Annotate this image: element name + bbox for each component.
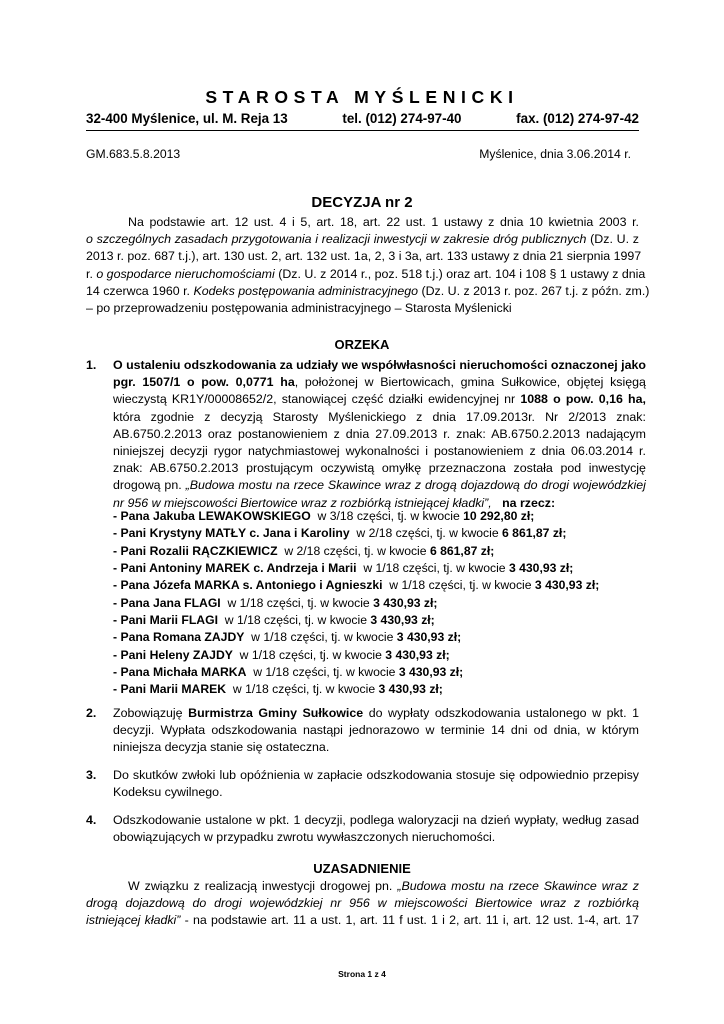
beneficiary-row — [113, 577, 639, 594]
address-line — [86, 110, 639, 131]
text: W związku z realizacją inwestycji drogowej pn. — [128, 879, 393, 893]
text: która zgodnie z decyzją Starosty Myślenickiego z dnia 17.09.2013r. Nr 2/2013 znak: — [113, 409, 646, 424]
beneficiary-row — [113, 612, 639, 629]
legal-basis-paragraph — [86, 214, 650, 317]
investment-name: drogą dojazdową do drogi wojewódzkiej nr 956 w miejscowości Biertowice wraz z rozbiórką — [86, 896, 639, 911]
fax: fax. (012) 274-97-42 — [516, 111, 639, 126]
beneficiary-row — [113, 681, 639, 698]
item-line — [113, 477, 646, 494]
text: (Dz. U. z — [590, 232, 639, 247]
text: – po przeprowadzeniu postępowania administracyjnego – Starosta Myślenicki — [86, 300, 512, 315]
text: AB.6750.2.2013 oraz postanowieniem z dnia 27.09.2013 r. znak: AB.6750.2.2013 nadającym — [113, 426, 646, 441]
text: drogową pn. — [113, 478, 182, 493]
item-line — [113, 705, 639, 722]
item-number: 3. — [86, 768, 97, 782]
item-line — [113, 391, 646, 408]
beneficiary-name: - Pana Michała MARKA — [113, 665, 247, 680]
legal-basis-line — [86, 300, 639, 317]
justification-heading: UZASADNIENIE — [313, 861, 411, 876]
text: Na podstawie art. 12 ust. 4 i 5, art. 18, art. 22 ust. 1 ustawy z dnia 10 kwietnia 2003 r. — [128, 215, 639, 229]
beneficiary-name: - Pana Jakuba LEWAKOWSKIEGO — [113, 509, 311, 523]
share-fraction: w 1/18 części, tj. w kwocie — [227, 595, 370, 610]
share-fraction: w 3/18 części, tj. w kwocie — [317, 509, 460, 523]
beneficiary-name: - Pana Romana ZAJDY — [113, 630, 245, 645]
share-fraction: w 1/18 części, tj. w kwocie — [253, 665, 396, 680]
item-line — [113, 357, 646, 374]
investment-name: nr 956 w miejscowości Biertowice wraz z rozbiórką istniejącej kładki”, — [113, 495, 492, 510]
item-line — [113, 829, 639, 846]
justification-line — [86, 895, 639, 912]
act-title: o szczególnych zasadach przygotowania i realizacji inwestycji w zakresie dróg publicznych — [86, 232, 587, 247]
case-reference: GM.683.5.8.2013 — [86, 147, 181, 161]
share-amount: 3 430,93 zł; — [508, 561, 574, 576]
item-line — [113, 460, 646, 477]
share-amount: 6 861,87 zł; — [429, 543, 495, 558]
item-body — [113, 812, 639, 846]
beneficiary-row — [113, 525, 639, 542]
act-title: o gospodarce nieruchomościami — [96, 266, 275, 281]
share-amount: 10 292,80 zł; — [463, 509, 535, 523]
text: 2013 r. poz. 687 t.j.), art. 130 ust. 2, art. 132 ust. 1a, 2, 3 i 3a, art. 133 ustawy z dnia 21 sierpnia 1997 — [86, 249, 642, 264]
item-number: 2. — [86, 706, 97, 720]
share-fraction: w 2/18 części, tj. w kwocie — [284, 543, 427, 558]
beneficiary-name: - Pana Józefa MARKA s. Antoniego i Agnieszki — [113, 578, 383, 593]
beneficiary-row — [113, 647, 639, 664]
beneficiary-row — [113, 664, 639, 681]
text: , położonej w Biertowicach, gmina Sułkowice, objętej księgą — [294, 375, 646, 390]
item-body — [113, 767, 639, 801]
item-line — [113, 374, 646, 391]
share-amount: 3 430,93 zł; — [370, 613, 435, 628]
legal-basis-line — [86, 231, 639, 248]
act-title: Kodeks postępowania administracyjnego — [193, 283, 419, 298]
plot: 1088 o pow. 0,16 ha, — [520, 392, 646, 407]
share-amount: 6 861,87 zł; — [502, 526, 567, 541]
text: do wypłaty odszkodowania ustalonego w pkt. 1 — [368, 706, 639, 720]
share-fraction: w 2/18 części, tj. w kwocie — [356, 526, 499, 541]
item-body — [113, 357, 646, 512]
ruling-heading: ORZEKA — [334, 337, 390, 352]
text: Kodeksu cywilnego. — [113, 785, 223, 800]
text: niniejszej decyzji rygor natychmiastowej wykonalności i postanowieniem z dnia 06.03.2014 r. — [113, 443, 646, 458]
investment-name: istniejącej kładki” — [86, 913, 181, 928]
telephone: tel. (012) 274-97-40 — [342, 111, 462, 126]
item-body — [113, 705, 639, 757]
item-line — [113, 812, 639, 829]
legal-basis-line — [86, 214, 639, 231]
item-line — [113, 784, 639, 801]
item-line — [113, 767, 639, 784]
payer: Burmistrza Gminy Sułkowice — [188, 706, 364, 720]
text: wieczystą KR1Y/00008652/2, stanowiącej część działki ewidencyjnej nr — [113, 392, 516, 407]
share-fraction: w 1/18 części, tj. w kwocie — [363, 561, 506, 576]
beneficiary-name: - Pani Marii MAREK — [113, 682, 227, 697]
share-amount: 3 430,93 zł; — [398, 665, 464, 680]
beneficiary-row — [113, 508, 639, 525]
text: (Dz. U. z 2013 r. poz. 267 t.j. z późn. zm.) — [421, 283, 650, 298]
share-fraction: w 1/18 części, tj. w kwocie — [224, 613, 367, 628]
ruling-item-3 — [86, 767, 639, 801]
text: O ustaleniu odszkodowania za udziały we współwłasności nieruchomości oznaczonej jako — [113, 358, 646, 372]
address: 32-400 Myślenice, ul. M. Reja 13 — [86, 111, 288, 126]
item-line — [113, 443, 646, 460]
item-number: 1. — [86, 358, 97, 372]
ruling-item-2 — [86, 705, 639, 757]
share-fraction: w 1/18 części, tj. w kwocie — [251, 630, 394, 645]
text: znak: AB.6750.2.2013 prostującym oczywistą omyłkę przeznaczona została pod inwestycję — [113, 461, 646, 476]
text: 14 czerwca 1960 r. — [86, 283, 191, 298]
investment-name: „Budowa mostu na rzece Skawince wraz z drogą dojazdową do drogi wojewódzkiej — [185, 478, 646, 493]
text: r. — [86, 266, 93, 281]
share-fraction: w 1/18 części, tj. w kwocie — [232, 682, 376, 697]
item-number: 4. — [86, 813, 97, 827]
item-line — [113, 426, 646, 443]
share-amount: 3 430,93 zł; — [396, 630, 462, 645]
text: - na podstawie art. 11 a ust. 1, art. 11 f ust. 1 i 2, art. 11 i, art. 12 ust. 1-4, art. 17 — [184, 913, 639, 928]
text: Zobowiązuję — [113, 706, 183, 720]
beneficiary-name: - Pani Marii FLAGI — [113, 613, 218, 628]
share-amount: 3 430,93 zł; — [534, 578, 600, 593]
share-amount: 3 430,93 zł; — [373, 595, 438, 610]
beneficiary-row — [113, 629, 639, 646]
issuer-title: STAROSTA MYŚLENICKI — [205, 87, 519, 107]
parcel: pgr. 1507/1 o pow. 0,0771 ha — [113, 375, 295, 390]
text: obowiązujących w przypadku zwrotu wywłaszczonych nieruchomości. — [113, 830, 496, 845]
ruling-item-1 — [86, 357, 646, 512]
justification-line — [86, 878, 639, 895]
share-amount: 3 430,93 zł; — [378, 682, 443, 697]
justification-paragraph — [86, 878, 639, 930]
share-amount: 3 430,93 zł; — [385, 647, 450, 662]
investment-name: „Budowa mostu na rzece Skawince wraz z — [397, 879, 639, 893]
decision-title: DECYZJA nr 2 — [311, 194, 413, 211]
text: niniejsza decyzja stanie się ostateczna. — [113, 740, 330, 755]
beneficiary-name: - Pani Rozalii RĄCZKIEWICZ — [113, 543, 278, 558]
beneficiary-name: - Pana Jana FLAGI — [113, 595, 221, 610]
text: Odszkodowanie ustalone w pkt. 1 decyzji, podlega waloryzacji na dzień wypłaty, według zasad — [113, 813, 639, 827]
justification-line — [86, 912, 639, 929]
beneficiary-name: - Pani Heleny ZAJDY — [113, 647, 233, 662]
legal-basis-line — [86, 283, 650, 300]
page-number: Strona 1 z 4 — [338, 969, 386, 979]
item-line — [113, 739, 639, 756]
share-fraction: w 1/18 części, tj. w kwocie — [239, 647, 382, 662]
legal-basis-line — [86, 266, 646, 283]
text: Do skutków zwłoki lub opóźnienia w zapłacie odszkodowania stosuje się odpowiednio przepisy — [113, 768, 639, 782]
legal-basis-line — [86, 248, 642, 265]
beneficiary-row — [113, 543, 639, 560]
ruling-item-4 — [86, 812, 639, 846]
share-fraction: w 1/18 części, tj. w kwocie — [389, 578, 532, 593]
beneficiary-row — [113, 595, 639, 612]
item-line — [113, 722, 639, 739]
beneficiary-name: - Pani Krystyny MATŁY c. Jana i Karoliny — [113, 526, 350, 541]
beneficiary-row — [113, 560, 639, 577]
beneficiaries-list — [113, 508, 639, 699]
text: (Dz. U. z 2014 r., poz. 518 t.j.) oraz art. 104 i 108 § 1 ustawy z dnia — [278, 266, 646, 281]
place-and-date: Myślenice, dnia 3.06.2014 r. — [479, 147, 631, 161]
text: na rzecz: — [502, 495, 556, 510]
text: decyzji. Wypłata odszkodowania nastąpi jednorazowo w terminie 14 dni od dnia, w którym — [113, 723, 639, 738]
beneficiary-name: - Pani Antoniny MAREK c. Andrzeja i Marii — [113, 561, 357, 576]
item-line — [113, 409, 646, 426]
